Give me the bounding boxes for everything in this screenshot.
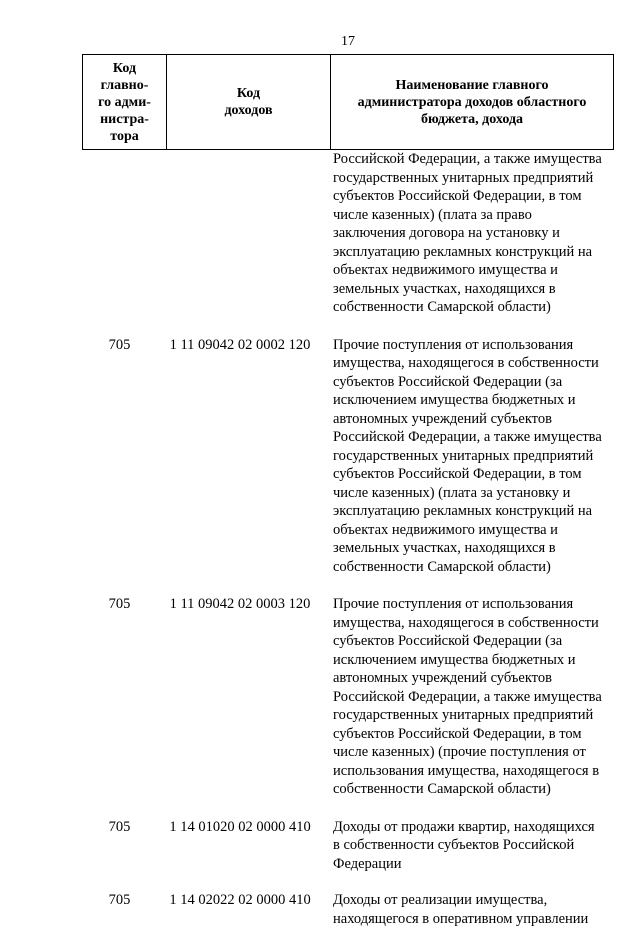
text-line: Российской Федерации, а также имущества <box>333 428 610 447</box>
income-code-cell: 1 14 01020 02 0000 410 <box>157 818 317 837</box>
text-line: числе казенных) (прочие поступления от <box>333 743 610 762</box>
page-number: 17 <box>28 34 640 50</box>
text-line: автономных учреждений субъектов <box>333 410 610 429</box>
text-line: собственности Самарской области) <box>333 780 610 799</box>
text-line: субъектов Российской Федерации, в том <box>333 465 610 484</box>
text-line: государственных унитарных предприятий <box>333 706 610 725</box>
admin-code-cell: 705 <box>82 595 157 614</box>
text-line: эксплуатацию рекламных конструкций на <box>333 502 610 521</box>
income-name-cell <box>317 150 614 317</box>
text-line: субъектов Российской Федерации (за <box>333 632 610 651</box>
header-text: доходов <box>224 103 272 118</box>
header-text: нистра- <box>100 112 149 127</box>
text-line: эксплуатацию рекламных конструкций на <box>333 243 610 262</box>
text-line: объектах недвижимого имущества и <box>333 261 610 280</box>
table-row <box>82 336 614 577</box>
header-income-code <box>167 55 331 150</box>
header-text: Код <box>237 86 260 101</box>
text-line: исключением имущества бюджетных и <box>333 651 610 670</box>
text-line: земельных участках, находящихся в <box>333 280 610 299</box>
text-line: имущества, находящегося в собственности <box>333 614 610 633</box>
text-line: использования имущества, находящегося в <box>333 762 610 781</box>
income-code-cell: 1 11 09042 02 0002 120 <box>157 336 317 355</box>
income-code-cell: 1 11 09042 02 0003 120 <box>157 595 317 614</box>
header-admin-code <box>83 55 167 150</box>
header-text: Код <box>113 61 136 76</box>
text-line: собственности Самарской области) <box>333 558 610 577</box>
text-line: Доходы от продажи квартир, находящихся <box>333 818 610 837</box>
text-line: исключением имущества бюджетных и <box>333 391 610 410</box>
text-line: государственных унитарных предприятий <box>333 169 610 188</box>
income-name-cell <box>317 595 614 799</box>
text-line: заключения договора на установку и <box>333 224 610 243</box>
text-line: Прочие поступления от использования <box>333 595 610 614</box>
header-name <box>331 55 614 150</box>
table-row <box>82 891 614 928</box>
text-line: Российской Федерации, а также имущества <box>333 150 610 169</box>
text-line: Российской Федерации, а также имущества <box>333 688 610 707</box>
text-line: автономных учреждений субъектов <box>333 669 610 688</box>
income-name-cell <box>317 818 614 874</box>
text-line: Федерации <box>333 855 610 874</box>
text-line: субъектов Российской Федерации, в том <box>333 187 610 206</box>
table-row <box>82 595 614 799</box>
header-text: го адми- <box>98 95 151 110</box>
text-line: числе казенных) (плата за установку и <box>333 484 610 503</box>
text-line: земельных участках, находящихся в <box>333 539 610 558</box>
header-text: Наименование главного <box>396 78 549 93</box>
text-line: субъектов Российской Федерации (за <box>333 373 610 392</box>
admin-code-cell: 705 <box>82 891 157 910</box>
header-text: главно- <box>101 78 149 93</box>
table-row <box>82 150 614 317</box>
income-code-cell: 1 14 02022 02 0000 410 <box>157 891 317 910</box>
admin-code-cell: 705 <box>82 336 157 355</box>
text-line: Прочие поступления от использования <box>333 336 610 355</box>
header-text: тора <box>110 129 138 144</box>
text-line: Доходы от реализации имущества, <box>333 891 610 910</box>
header-text: администратора доходов областного <box>358 95 587 110</box>
table-body <box>82 150 614 928</box>
income-name-cell <box>317 336 614 577</box>
text-line: имущества, находящегося в собственности <box>333 354 610 373</box>
income-name-cell <box>317 891 614 928</box>
text-line: государственных унитарных предприятий <box>333 447 610 466</box>
table-row <box>82 818 614 874</box>
header-text: бюджета, дохода <box>421 112 523 127</box>
text-line: субъектов Российской Федерации, в том <box>333 725 610 744</box>
text-line: числе казенных) (плата за право <box>333 206 610 225</box>
text-line: находящегося в оперативном управлении <box>333 910 610 928</box>
admin-code-cell: 705 <box>82 818 157 837</box>
text-line: объектах недвижимого имущества и <box>333 521 610 540</box>
text-line: в собственности субъектов Российской <box>333 836 610 855</box>
table-header <box>82 54 614 150</box>
text-line: собственности Самарской области) <box>333 298 610 317</box>
